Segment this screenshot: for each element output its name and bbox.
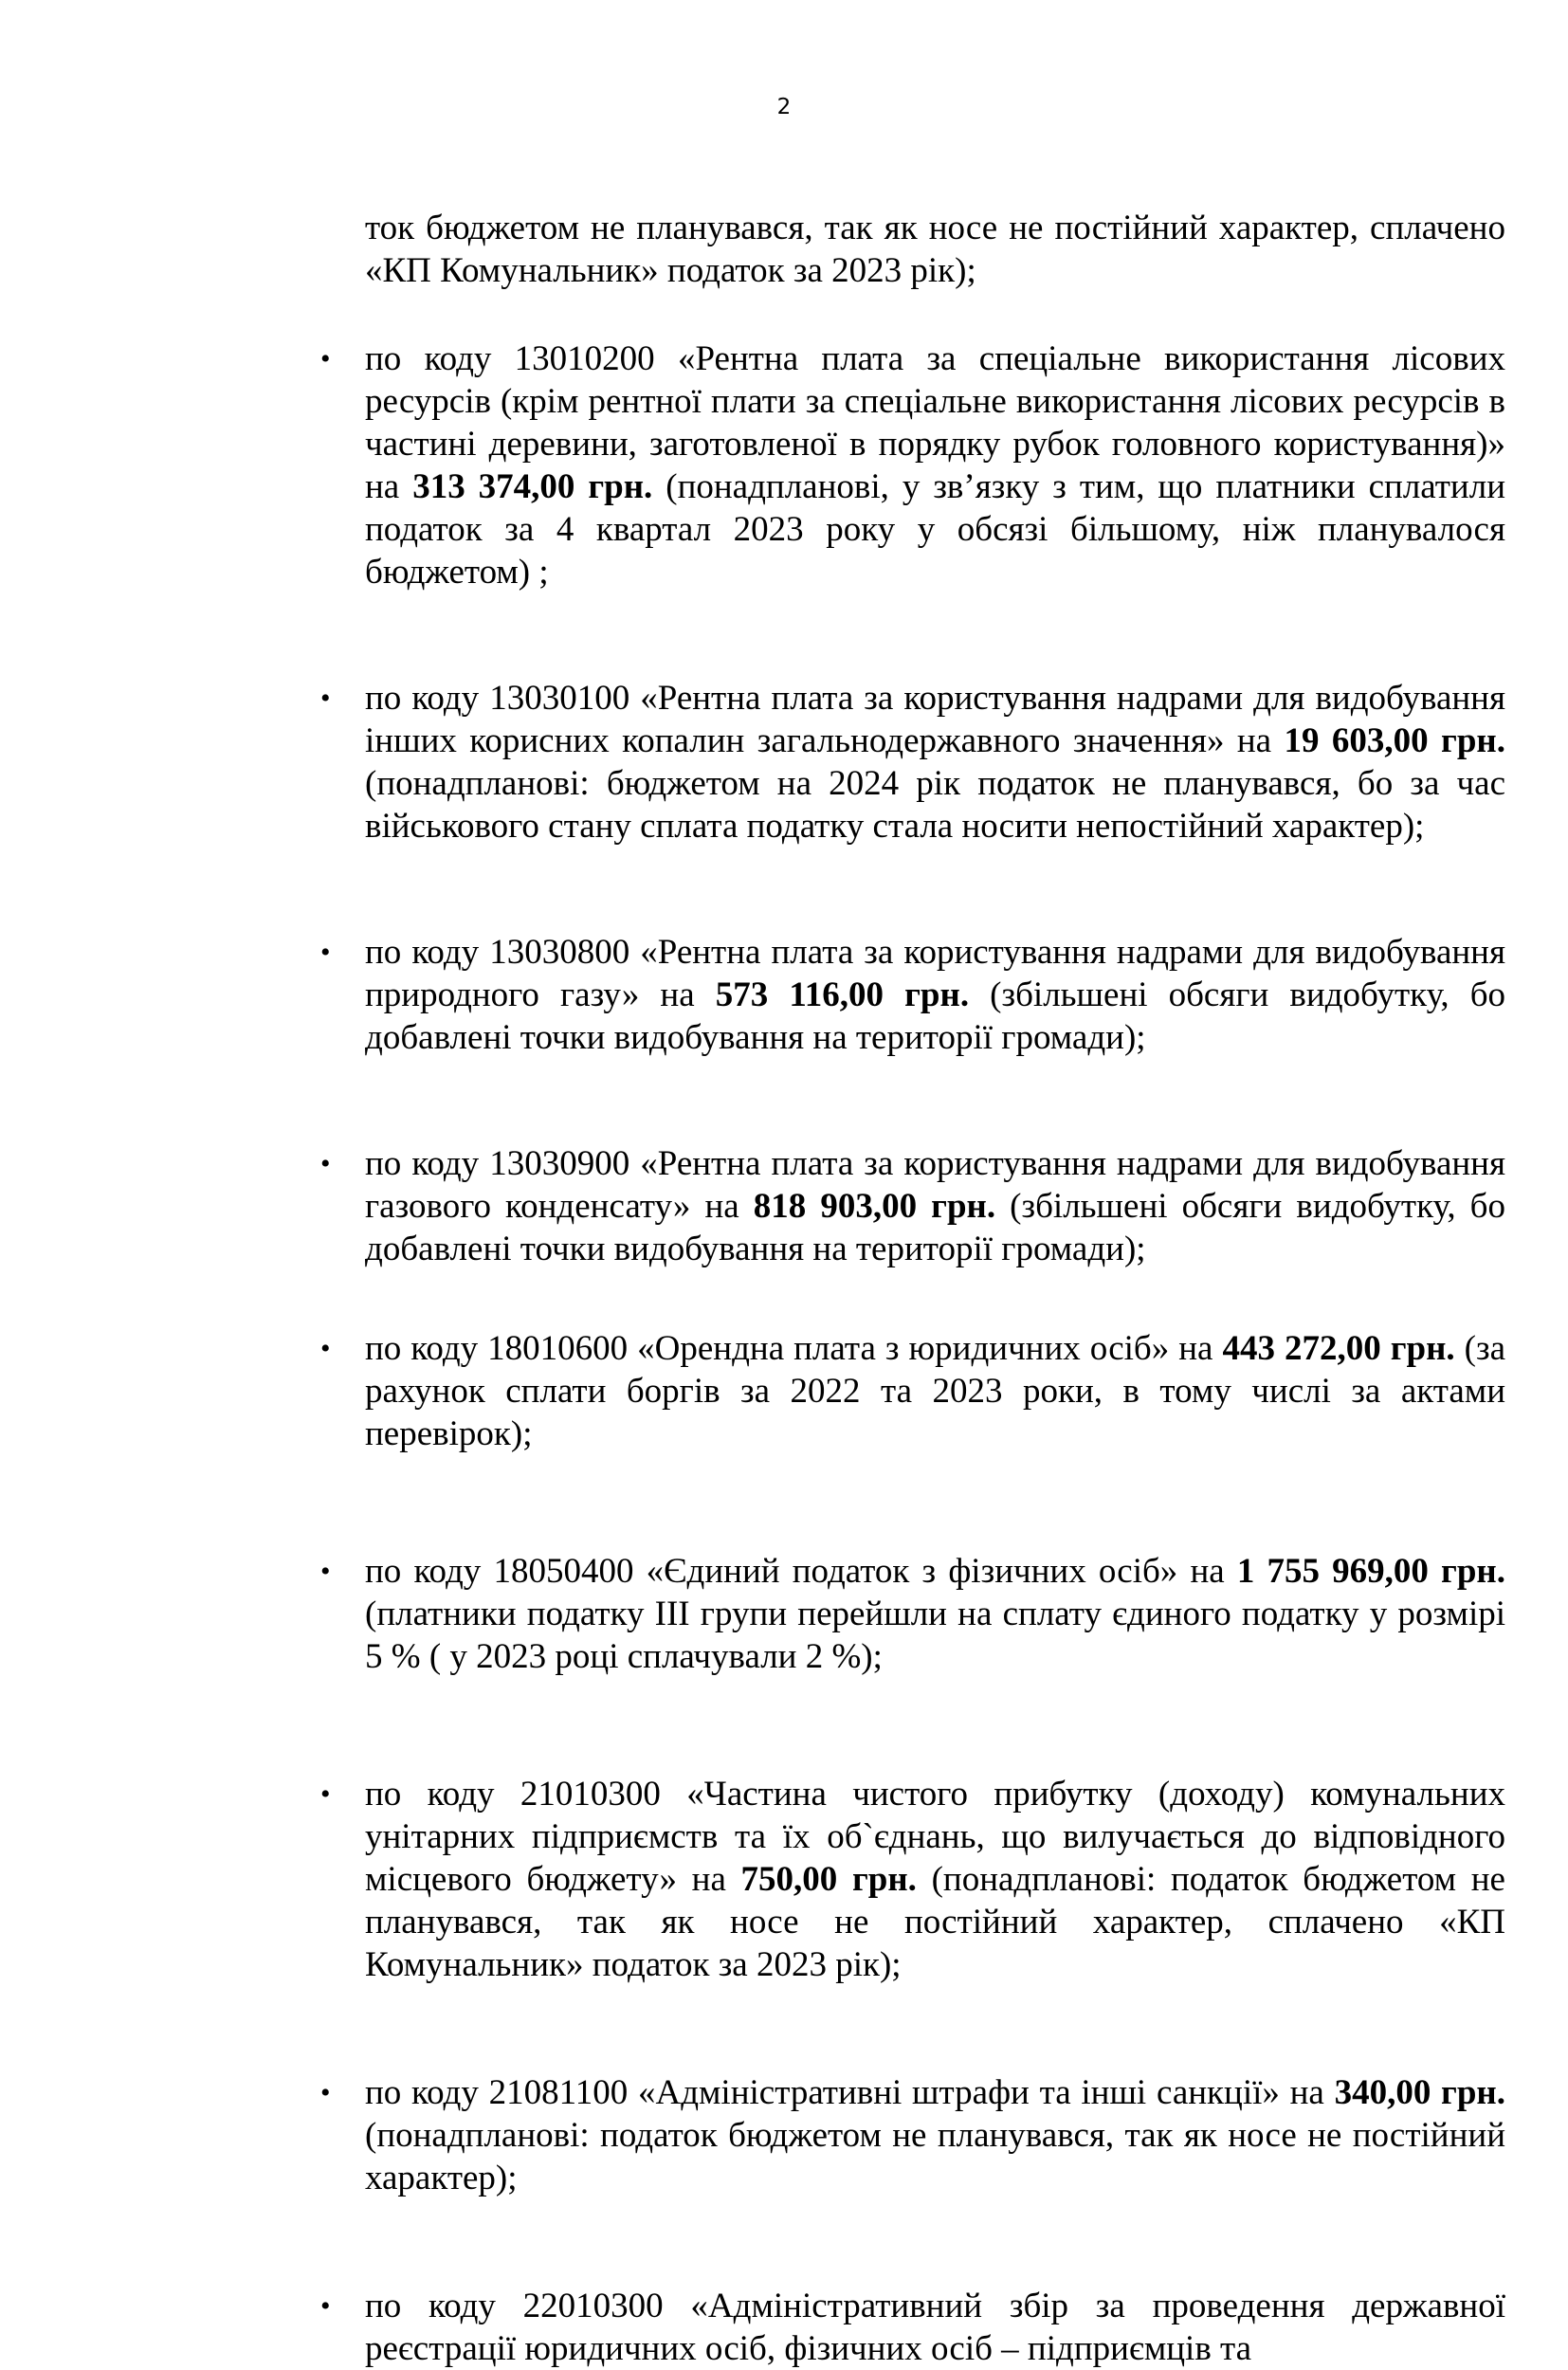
list-item bbox=[313, 337, 1505, 593]
item-amount: 750,00 грн. bbox=[740, 1860, 917, 1899]
continuation-paragraph: ток бюджетом не планувався, так як носе не постійний характер, сплачено «КП Комунальник» податок за 2023 рік); bbox=[365, 209, 1505, 290]
list-item bbox=[313, 931, 1505, 1059]
bullet-icon: • bbox=[320, 1148, 331, 1179]
bullet-icon: • bbox=[320, 2290, 331, 2322]
item-text: по коду 13030100 «Рентна плата за користування надрами для видобування інших корисних копалин загальнодержавного значення» на bbox=[365, 679, 1505, 760]
list-item bbox=[313, 2071, 1505, 2199]
list-item bbox=[313, 677, 1505, 848]
list-item bbox=[313, 1142, 1505, 1270]
item-text: по коду 18050400 «Єдиний податок з фізичних осіб» на bbox=[365, 1552, 1237, 1591]
list-item bbox=[313, 1773, 1505, 1986]
bullet-icon: • bbox=[320, 1333, 331, 1364]
item-note: (понадпланові, у зв’язку з тим, що платники сплатили податок за 4 квартал 2023 року у обсязі більшому, ніж планувалося бюджетом) ; bbox=[365, 467, 1505, 592]
item-text: по коду 13030900 «Рентна плата за користування надрами для видобування газового конденсату» на bbox=[365, 1144, 1505, 1226]
bullet-icon: • bbox=[320, 683, 331, 714]
item-text: по коду 13030800 «Рентна плата за користування надрами для видобування природного газу» на bbox=[365, 933, 1505, 1014]
item-note: (за рахунок сплати боргів за 2022 та 2023 роки, в тому числі за актами перевірок); bbox=[365, 1329, 1505, 1453]
item-amount: 313 374,00 грн. bbox=[412, 467, 653, 506]
item-amount: 19 603,00 грн. bbox=[1284, 721, 1505, 760]
list-item bbox=[313, 2285, 1505, 2370]
item-note: (збільшені обсяги видобутку, бо добавлені точки видобування на території громади); bbox=[365, 1187, 1505, 1268]
item-text: по коду 21010300 «Частина чистого прибутку (доходу) комунальних унітарних підприємств та їх об`єднань, що вилучається до відповідного місцевого бюджету» на bbox=[365, 1775, 1505, 1899]
item-note: (понадпланові: податок бюджетом не планувався, так як носе не постійний характер); bbox=[365, 2116, 1505, 2197]
item-text: по коду 22010300 «Адміністративний збір за проведення державної реєстрації юридичних осіб, фізичних осіб – підприємців та bbox=[365, 2287, 1505, 2368]
item-note: (збільшені обсяги видобутку, бо добавлені точки видобування на території громади); bbox=[365, 975, 1506, 1057]
bullet-icon: • bbox=[320, 343, 331, 374]
bullet-icon: • bbox=[320, 1556, 331, 1587]
bullet-icon: • bbox=[320, 937, 331, 968]
item-note: (понадпланові: бюджетом на 2024 рік податок не планувався, бо за час військового стану сплата податку стала носити непостійний характер); bbox=[365, 764, 1505, 846]
item-note: (платники податку ІІІ групи перейшли на сплату єдиного податку у розмірі 5 % ( у 2023 році сплачували 2 %); bbox=[365, 1595, 1505, 1676]
bullet-icon: • bbox=[320, 2077, 331, 2108]
list-item bbox=[313, 1550, 1505, 1678]
item-amount: 818 903,00 грн. bbox=[753, 1187, 996, 1226]
list-item bbox=[313, 1327, 1505, 1455]
page-number: 2 bbox=[776, 95, 792, 119]
item-amount: 340,00 грн. bbox=[1334, 2073, 1505, 2112]
item-note: (понадпланові: податок бюджетом не планувався, так як носе не постійний характер, сплачено «КП Комунальник» податок за 2023 рік); bbox=[365, 1860, 1505, 1984]
item-text: по коду 18010600 «Орендна плата з юридичних осіб» на bbox=[365, 1329, 1223, 1368]
item-amount: 1 755 969,00 грн. bbox=[1236, 1552, 1505, 1591]
item-amount: 443 272,00 грн. bbox=[1222, 1329, 1455, 1368]
bullet-icon: • bbox=[320, 1778, 331, 1810]
item-amount: 573 116,00 грн. bbox=[715, 975, 970, 1014]
income-items-list bbox=[313, 337, 1505, 2370]
item-text: по коду 13010200 «Рентна плата за спеціальне використання лісових ресурсів (крім рентної плати за спеціальне використання лісових ресурсів в частині деревини, заготовленої в порядку рубок головного користування)» на bbox=[365, 339, 1505, 506]
item-text: по коду 21081100 «Адміністративні штрафи та інші санкції» на bbox=[365, 2073, 1335, 2112]
